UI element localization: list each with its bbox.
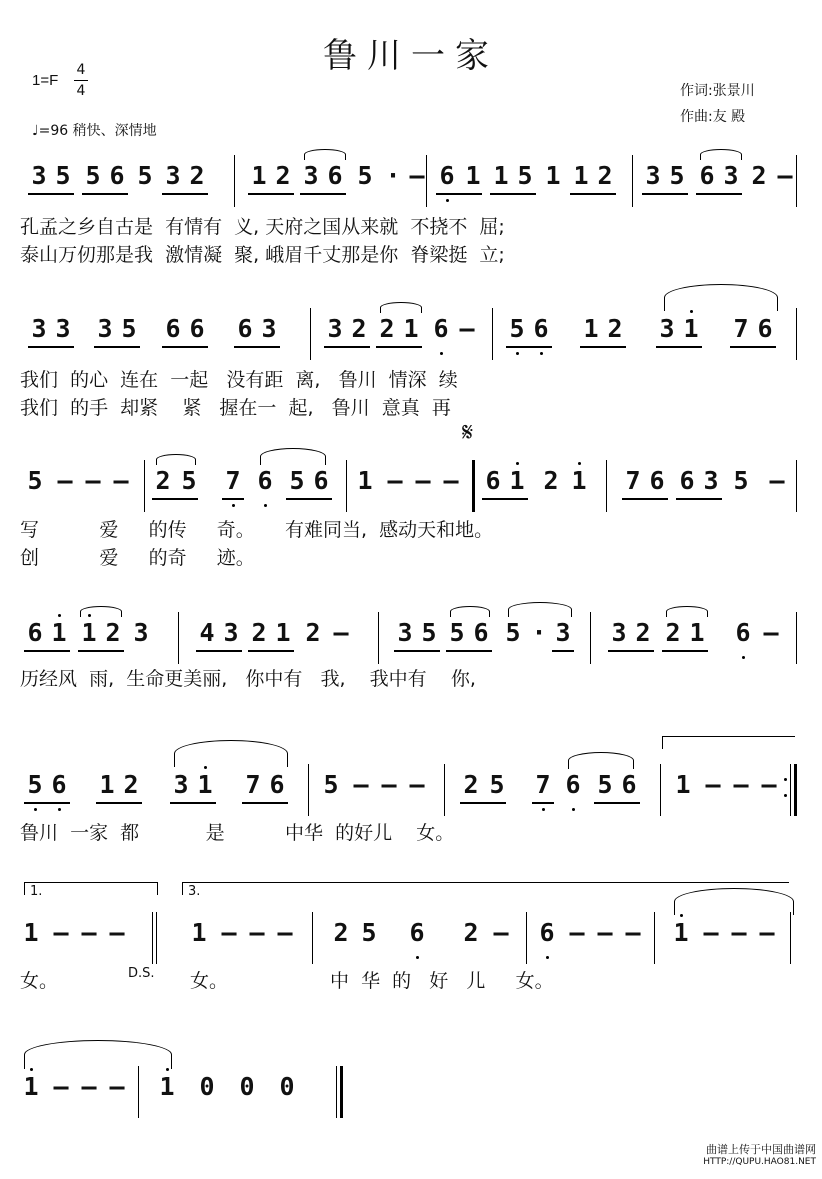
note-digit: 6 [409,918,425,947]
note-digit: – [759,918,775,947]
note-digit: 5 [449,618,465,647]
note-digit: · [531,618,547,647]
staff-line-7 [20,1066,796,1126]
note-digit: 6 [439,161,455,190]
note-digit: 1 [573,161,589,190]
note-digit: 5 [27,770,43,799]
note-digit: 7 [535,770,551,799]
note-digit: 1 [197,770,213,799]
lyric-line-6b: 女。 [190,970,229,992]
note-digit: – [113,466,129,495]
note-digit: 0 [199,1072,215,1101]
note-digit: 5 [55,161,71,190]
note-digit: 1 [683,314,699,343]
note-digit: 1 [81,618,97,647]
note-digit: 2 [543,466,559,495]
note-digit: 0 [239,1072,255,1101]
note-digit: 4 [199,618,215,647]
note-digit: 2 [665,618,681,647]
lyric-line-1a: 孔孟之乡自古是 有情有 义, 天府之国从来就 不挠不 屈; [20,216,505,238]
note-digit: 5 [517,161,533,190]
note-digit: 1 [403,314,419,343]
note-digit: 3 [303,161,319,190]
note-digit: 2 [351,314,367,343]
note-digit: – [81,918,97,947]
note-digit: 3 [133,618,149,647]
lyric-line-3a: 写 爱 的传 奇。 有难同当, 感动天和地。 [20,519,494,541]
note-digit: 1 [251,161,267,190]
key-signature: 1=F [32,72,59,89]
note-digit: 5 [357,161,373,190]
note-digit: – [85,466,101,495]
note-digit: 1 [493,161,509,190]
note-digit: 3 [261,314,277,343]
lyric-line-6a: 女。 [20,970,59,992]
lyric-line-4: 历经风 雨, 生命更美丽, 你中有 我, 我中有 你, [20,668,476,690]
ending-1-label: 1. [30,884,43,899]
note-digit: 2 [463,918,479,947]
note-digit: – [353,770,369,799]
note-digit: 5 [121,314,137,343]
note-digit: – [109,918,125,947]
note-digit: – [57,466,73,495]
note-digit: – [597,918,613,947]
note-digit: 6 [539,918,555,947]
note-digit: 1 [191,918,207,947]
note-digit: 1 [675,770,691,799]
song-title: 鲁川一家 [323,36,499,76]
note-digit: 6 [485,466,501,495]
note-digit: 1 [159,1072,175,1101]
lyric-line-2a: 我们 的心 连在 一起 没有距 离, 鲁川 情深 续 [20,369,458,391]
note-digit: 7 [625,466,641,495]
note-digit: 6 [433,314,449,343]
footer-line-2: HTTP://QUPU.HAO81.NET [703,1157,816,1167]
watermark-footer [703,1143,816,1169]
note-digit: 3 [327,314,343,343]
time-signature-top: 4 [76,62,86,78]
note-digit: – [53,1072,69,1101]
note-digit: 6 [327,161,343,190]
note-digit: 5 [85,161,101,190]
note-digit: 1 [689,618,705,647]
note-digit: 3 [659,314,675,343]
footer-line-1: 曲谱上传于中国曲谱网 [706,1143,816,1156]
note-digit: 1 [583,314,599,343]
note-digit: 3 [723,161,739,190]
staff-line-2 [20,308,796,368]
staff-line-5 [20,764,796,824]
note-digit: 2 [333,918,349,947]
note-digit: · [385,161,401,190]
note-digit: 3 [97,314,113,343]
time-signature [74,62,88,99]
note-digit: 2 [305,618,321,647]
staff-line-1 [20,155,796,215]
lyric-line-5: 鲁川 一家 都 是 中华 的好儿 女。 [20,822,455,844]
note-digit: – [763,618,779,647]
note-digit: 5 [597,770,613,799]
note-digit: 6 [165,314,181,343]
staff-line-4 [20,612,796,672]
note-digit: 3 [555,618,571,647]
note-digit: 2 [105,618,121,647]
note-digit: 6 [189,314,205,343]
ending-3-label: 3. [188,884,201,899]
note-digit: 6 [735,618,751,647]
note-digit: 2 [275,161,291,190]
lyric-line-2b: 我们 的手 却紧 紧 握在一 起, 鲁川 意真 再 [20,397,451,419]
note-digit: 7 [225,466,241,495]
note-digit: – [277,918,293,947]
note-digit: – [733,770,749,799]
note-digit: 2 [251,618,267,647]
note-digit: 7 [245,770,261,799]
note-digit: 3 [703,466,719,495]
note-digit: 5 [509,314,525,343]
note-digit: 1 [673,918,689,947]
note-digit: 3 [31,314,47,343]
note-digit: 2 [597,161,613,190]
note-digit: – [459,314,475,343]
note-digit: 0 [279,1072,295,1101]
note-digit: 3 [165,161,181,190]
note-digit: 6 [257,466,273,495]
note-digit: 1 [23,1072,39,1101]
note-digit: 2 [379,314,395,343]
note-digit: – [625,918,641,947]
note-digit: – [761,770,777,799]
note-digit: 2 [123,770,139,799]
note-digit: – [443,466,459,495]
note-digit: 2 [463,770,479,799]
note-digit: 6 [27,618,43,647]
note-digit: 6 [649,466,665,495]
note-digit: 2 [189,161,205,190]
lyric-line-3b: 创 爱 的奇 迹。 [20,547,255,569]
note-digit: 1 [357,466,373,495]
note-digit: 5 [323,770,339,799]
note-digit: 2 [607,314,623,343]
note-digit: 3 [645,161,661,190]
ending-1-bracket [24,882,158,895]
note-digit: 1 [23,918,39,947]
note-digit: – [109,1072,125,1101]
note-digit: 5 [505,618,521,647]
note-digit: 6 [757,314,773,343]
tempo-marking: ♩=96 稍快、深情地 [32,123,157,139]
note-digit: – [731,918,747,947]
note-digit: – [703,918,719,947]
note-digit: 3 [173,770,189,799]
note-digit: 1 [571,466,587,495]
note-digit: 6 [237,314,253,343]
note-digit: 6 [679,466,695,495]
note-digit: – [333,618,349,647]
note-digit: 5 [181,466,197,495]
note-digit: 3 [223,618,239,647]
note-digit: 6 [313,466,329,495]
note-digit: 6 [269,770,285,799]
note-digit: 5 [27,466,43,495]
note-digit: 3 [55,314,71,343]
note-digit: 3 [31,161,47,190]
note-digit: 6 [565,770,581,799]
note-digit: 5 [361,918,377,947]
note-digit: – [387,466,403,495]
note-digit: – [569,918,585,947]
note-digit: 6 [51,770,67,799]
note-digit: 5 [289,466,305,495]
note-digit: 6 [699,161,715,190]
note-digit: – [409,161,425,190]
note-digit: 1 [275,618,291,647]
note-digit: 1 [51,618,67,647]
note-digit: 3 [397,618,413,647]
note-digit: – [409,770,425,799]
staff-line-6 [20,912,796,972]
note-digit: – [415,466,431,495]
note-digit: – [53,918,69,947]
note-digit: – [769,466,785,495]
ds-marking: D.S. [128,966,155,981]
lyric-line-1b: 泰山万仞那是我 激情凝 聚, 峨眉千丈那是你 脊梁挺 立; [20,244,505,266]
note-digit: 2 [751,161,767,190]
segno-sign: 𝄋 [462,418,474,448]
note-digit: 6 [533,314,549,343]
note-digit: – [221,918,237,947]
lyricist-credit: 作词:张景川 [680,83,755,99]
note-digit: 1 [545,161,561,190]
note-digit: – [381,770,397,799]
note-digit: 6 [473,618,489,647]
note-digit: – [777,161,793,190]
composer-credit: 作曲:友 殿 [680,109,746,125]
note-digit: 5 [137,161,153,190]
note-digit: 6 [621,770,637,799]
note-digit: – [493,918,509,947]
staff-line-3 [20,460,796,520]
note-digit: – [81,1072,97,1101]
note-digit: 7 [733,314,749,343]
note-digit: 1 [509,466,525,495]
note-digit: 1 [465,161,481,190]
note-digit: 5 [421,618,437,647]
note-digit: 3 [611,618,627,647]
note-digit: 2 [635,618,651,647]
note-digit: 2 [155,466,171,495]
note-digit: 5 [489,770,505,799]
note-digit: – [249,918,265,947]
note-digit: – [705,770,721,799]
lyric-line-6c: 中 华 的 好 儿 女。 [330,970,554,992]
note-digit: 5 [733,466,749,495]
note-digit: 5 [669,161,685,190]
time-signature-bottom: 4 [76,83,86,99]
note-digit: 6 [109,161,125,190]
note-digit: 1 [99,770,115,799]
